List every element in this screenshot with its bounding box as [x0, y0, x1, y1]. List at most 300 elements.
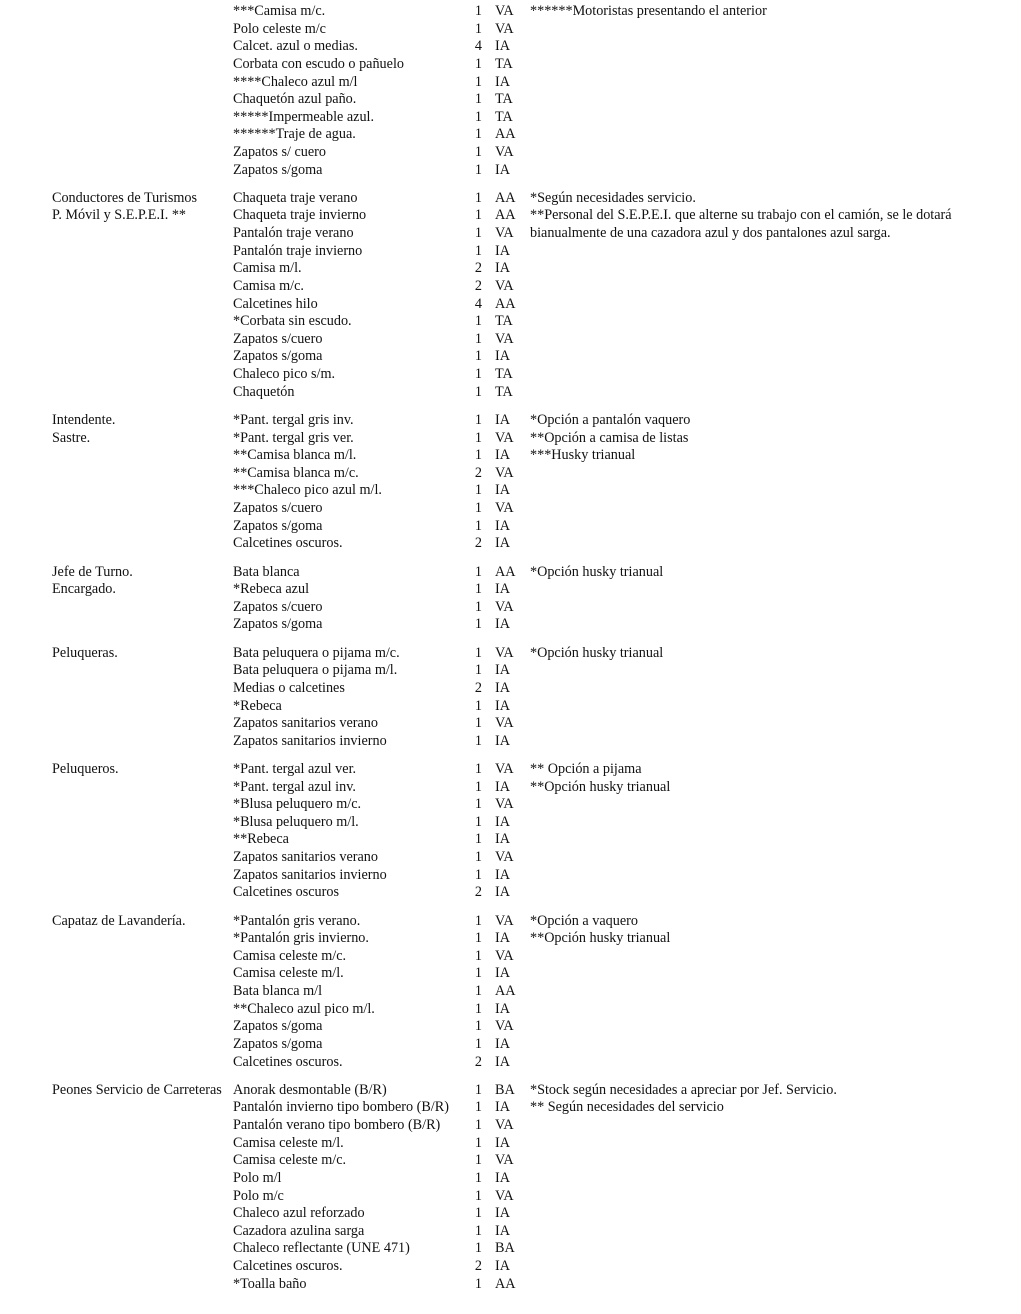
item-quantity: 1: [474, 715, 482, 732]
role-label: Peones Servicio de Carreteras: [52, 1081, 222, 1098]
item-name: Chaleco pico s/m.: [233, 366, 336, 383]
item-quantity: 1: [474, 598, 482, 615]
table-row: [0, 3, 1021, 21]
item-name: Camisa celeste m/c.: [233, 1152, 347, 1169]
item-name: Bata peluquera o pijama m/l.: [233, 662, 398, 679]
item-quantity: 1: [474, 500, 482, 517]
table-row: [0, 1117, 1021, 1135]
item-quantity: 4: [474, 38, 482, 55]
item-name: Camisa celeste m/l.: [233, 1134, 344, 1151]
item-quantity: 1: [474, 1205, 482, 1222]
item-quantity: 1: [474, 225, 482, 242]
item-quantity: 1: [474, 778, 482, 795]
item-code: IA: [495, 831, 510, 848]
table-row: [0, 21, 1021, 39]
table-row: [0, 965, 1021, 983]
table-row: [0, 733, 1021, 751]
item-name: Pantalón invierno tipo bombero (B/R): [233, 1099, 449, 1116]
item-name: Zapatos s/cuero: [233, 598, 323, 615]
staff-group: [0, 412, 1021, 553]
item-quantity: 1: [474, 73, 482, 90]
item-name: ***Camisa m/c.: [233, 3, 326, 19]
item-name: Polo celeste m/c: [233, 20, 326, 37]
group-note: ***Husky trianual: [530, 447, 636, 464]
item-code: IA: [495, 1035, 510, 1052]
table-row: [0, 225, 1021, 243]
item-code: IA: [495, 813, 510, 830]
table-row: [0, 1276, 1021, 1294]
item-name: Cazadora azulina sarga: [233, 1222, 365, 1239]
role-label: Jefe de Turno.: [52, 563, 133, 580]
table-row: [0, 162, 1021, 180]
item-quantity: 1: [474, 760, 482, 777]
table-row: [0, 564, 1021, 582]
item-code: VA: [495, 849, 514, 866]
item-quantity: 1: [474, 930, 482, 947]
item-quantity: 4: [474, 295, 482, 312]
item-quantity: 1: [474, 1018, 482, 1035]
table-row: [0, 207, 1021, 225]
table-row: [0, 91, 1021, 109]
item-code: IA: [495, 697, 510, 714]
item-code: TA: [495, 91, 513, 108]
item-code: IA: [495, 866, 510, 883]
item-code: VA: [495, 330, 514, 347]
role-label: P. Móvil y S.E.P.E.I. **: [52, 207, 187, 224]
item-name: *Rebeca azul: [233, 581, 310, 598]
group-note: bianualmente de una cazadora azul y dos pantalones azul sarga.: [530, 225, 891, 242]
item-quantity: 1: [474, 1169, 482, 1186]
item-name: Chaquetón azul paño.: [233, 91, 357, 108]
item-quantity: 2: [474, 1258, 482, 1275]
item-quantity: 1: [474, 482, 482, 499]
item-code: VA: [495, 464, 514, 481]
item-quantity: 1: [474, 348, 482, 365]
item-quantity: 1: [474, 1000, 482, 1017]
item-quantity: 1: [474, 330, 482, 347]
table-row: [0, 1170, 1021, 1188]
table-row: [0, 645, 1021, 663]
item-name: Camisa m/l.: [233, 260, 302, 277]
item-quantity: 1: [474, 796, 482, 813]
item-quantity: 1: [474, 1134, 482, 1151]
item-code: BA: [495, 1240, 515, 1257]
item-code: IA: [495, 662, 510, 679]
item-quantity: 1: [474, 517, 482, 534]
item-name: *Blusa peluquero m/l.: [233, 813, 359, 830]
table-row: [0, 884, 1021, 902]
item-name: Chaqueta traje invierno: [233, 207, 367, 224]
table-row: [0, 761, 1021, 779]
item-code: VA: [495, 1187, 514, 1204]
item-code: IA: [495, 242, 510, 259]
item-quantity: 1: [474, 581, 482, 598]
table-row: [0, 930, 1021, 948]
item-quantity: 1: [474, 1035, 482, 1052]
table-row: [0, 581, 1021, 599]
group-note: **Opción husky trianual: [530, 778, 671, 795]
item-code: VA: [495, 912, 514, 929]
table-row: [0, 260, 1021, 278]
item-quantity: 1: [474, 1099, 482, 1116]
item-name: Camisa celeste m/c.: [233, 947, 347, 964]
table-row: [0, 109, 1021, 127]
item-name: Calcet. azul o medias.: [233, 38, 358, 55]
table-row: [0, 1018, 1021, 1036]
item-code: IA: [495, 1258, 510, 1275]
item-code: IA: [495, 1169, 510, 1186]
staff-group: [0, 190, 1021, 402]
role-label: Encargado.: [52, 581, 116, 598]
item-quantity: 1: [474, 20, 482, 37]
item-quantity: 1: [474, 189, 482, 206]
table-row: [0, 796, 1021, 814]
item-name: *Pantalón gris verano.: [233, 912, 361, 929]
item-name: *Pant. tergal gris ver.: [233, 429, 354, 446]
item-name: Bata peluquera o pijama m/c.: [233, 644, 400, 661]
item-name: Zapatos s/goma: [233, 1035, 323, 1052]
item-code: IA: [495, 38, 510, 55]
item-quantity: 1: [474, 313, 482, 330]
item-code: VA: [495, 947, 514, 964]
item-code: IA: [495, 616, 510, 633]
item-quantity: 2: [474, 884, 482, 901]
table-row: [0, 430, 1021, 448]
item-code: IA: [495, 411, 510, 428]
role-label: Peluqueras.: [52, 644, 118, 661]
item-name: Calcetines oscuros.: [233, 1258, 343, 1275]
table-row: [0, 38, 1021, 56]
item-quantity: 2: [474, 535, 482, 552]
item-quantity: 1: [474, 983, 482, 1000]
item-code: IA: [495, 679, 510, 696]
uniform-allocation-table: [0, 3, 1021, 1304]
table-row: [0, 56, 1021, 74]
item-code: AA: [495, 563, 516, 580]
table-row: [0, 1036, 1021, 1054]
table-row: [0, 1205, 1021, 1223]
item-name: *Blusa peluquero m/c.: [233, 796, 362, 813]
table-row: [0, 616, 1021, 634]
item-code: VA: [495, 500, 514, 517]
group-note: ** Según necesidades del servicio: [530, 1099, 724, 1116]
table-row: [0, 126, 1021, 144]
item-code: IA: [495, 1000, 510, 1017]
item-quantity: 1: [474, 1117, 482, 1134]
item-quantity: 1: [474, 108, 482, 125]
item-name: Zapatos s/cuero: [233, 330, 323, 347]
item-quantity: 1: [474, 366, 482, 383]
item-name: Zapatos s/goma: [233, 1018, 323, 1035]
item-code: IA: [495, 1222, 510, 1239]
group-note: **Personal del S.E.P.E.I. que alterne su trabajo con el camión, se le dotará: [530, 207, 952, 224]
item-name: *Pant. tergal azul ver.: [233, 760, 357, 777]
item-code: TA: [495, 366, 513, 383]
staff-group: [0, 564, 1021, 635]
item-code: IA: [495, 260, 510, 277]
table-row: [0, 599, 1021, 617]
item-name: *Pant. tergal gris inv.: [233, 411, 354, 428]
item-code: VA: [495, 796, 514, 813]
table-row: [0, 366, 1021, 384]
table-row: [0, 1258, 1021, 1276]
item-code: VA: [495, 1152, 514, 1169]
item-code: VA: [495, 644, 514, 661]
item-name: *Pant. tergal azul inv.: [233, 778, 356, 795]
item-quantity: 1: [474, 207, 482, 224]
item-code: IA: [495, 517, 510, 534]
item-code: AA: [495, 126, 516, 143]
item-code: IA: [495, 1134, 510, 1151]
table-row: [0, 1152, 1021, 1170]
item-code: TA: [495, 108, 513, 125]
table-row: [0, 412, 1021, 430]
table-row: [0, 278, 1021, 296]
item-code: TA: [495, 383, 513, 400]
item-code: VA: [495, 3, 514, 19]
item-code: IA: [495, 1099, 510, 1116]
table-row: [0, 74, 1021, 92]
item-name: Zapatos sanitarios verano: [233, 849, 378, 866]
table-row: [0, 867, 1021, 885]
table-row: [0, 1001, 1021, 1019]
table-row: [0, 1223, 1021, 1241]
item-name: *****Impermeable azul.: [233, 108, 375, 125]
table-row: [0, 190, 1021, 208]
table-row: [0, 913, 1021, 931]
table-row: [0, 715, 1021, 733]
table-row: [0, 296, 1021, 314]
group-note: *Opción husky trianual: [530, 644, 664, 661]
item-quantity: 1: [474, 1081, 482, 1098]
table-row: [0, 447, 1021, 465]
item-code: VA: [495, 715, 514, 732]
item-quantity: 1: [474, 144, 482, 160]
group-note: **Opción a camisa de listas: [530, 429, 689, 446]
item-name: Bata blanca: [233, 563, 300, 580]
table-row: [0, 243, 1021, 261]
item-code: IA: [495, 778, 510, 795]
item-quantity: 1: [474, 1222, 482, 1239]
item-name: *Pantalón gris invierno.: [233, 930, 369, 947]
item-name: Calcetines oscuros.: [233, 1053, 343, 1070]
item-quantity: 1: [474, 831, 482, 848]
item-code: VA: [495, 429, 514, 446]
role-label: Peluqueros.: [52, 760, 119, 777]
item-name: Calcetines oscuros: [233, 884, 339, 901]
item-quantity: 2: [474, 1053, 482, 1070]
item-name: **Camisa blanca m/c.: [233, 464, 359, 481]
table-row: [0, 144, 1021, 162]
item-name: *Toalla baño: [233, 1275, 307, 1292]
table-row: [0, 384, 1021, 402]
item-name: Chaleco azul reforzado: [233, 1205, 365, 1222]
item-name: Polo m/c: [233, 1187, 284, 1204]
item-quantity: 2: [474, 260, 482, 277]
table-row: [0, 849, 1021, 867]
table-row: [0, 698, 1021, 716]
item-quantity: 1: [474, 732, 482, 749]
item-name: Zapatos sanitarios invierno: [233, 732, 387, 749]
item-code: IA: [495, 482, 510, 499]
item-name: Zapatos s/goma: [233, 616, 323, 633]
item-code: VA: [495, 760, 514, 777]
item-name: Zapatos s/goma: [233, 161, 323, 178]
role-label: Intendente.: [52, 411, 116, 428]
table-row: [0, 535, 1021, 553]
item-code: AA: [495, 207, 516, 224]
item-code: BA: [495, 1081, 515, 1098]
item-quantity: 1: [474, 947, 482, 964]
group-note: *Opción husky trianual: [530, 563, 664, 580]
item-quantity: 1: [474, 849, 482, 866]
item-name: Camisa celeste m/l.: [233, 965, 344, 982]
group-note: *Opción a vaquero: [530, 912, 638, 929]
item-code: VA: [495, 144, 514, 160]
item-quantity: 1: [474, 161, 482, 178]
item-code: AA: [495, 295, 516, 312]
table-row: [0, 948, 1021, 966]
item-name: *Rebeca: [233, 697, 282, 714]
staff-group: [0, 913, 1021, 1072]
item-code: VA: [495, 1018, 514, 1035]
item-quantity: 1: [474, 126, 482, 143]
item-name: Polo m/l: [233, 1169, 282, 1186]
item-code: VA: [495, 20, 514, 37]
item-quantity: 1: [474, 242, 482, 259]
item-quantity: 1: [474, 866, 482, 883]
table-row: [0, 662, 1021, 680]
item-code: IA: [495, 535, 510, 552]
item-name: ***Chaleco pico azul m/l.: [233, 482, 382, 499]
item-name: Bata blanca m/l: [233, 983, 323, 1000]
staff-group: [0, 645, 1021, 751]
item-name: ******Traje de agua.: [233, 126, 356, 143]
item-name: Pantalón traje verano: [233, 225, 354, 242]
item-quantity: 1: [474, 662, 482, 679]
item-quantity: 1: [474, 55, 482, 72]
item-code: IA: [495, 1053, 510, 1070]
table-row: [0, 331, 1021, 349]
item-code: IA: [495, 732, 510, 749]
group-note: **Opción husky trianual: [530, 930, 671, 947]
item-name: Anorak desmontable (B/R): [233, 1081, 387, 1098]
item-code: IA: [495, 884, 510, 901]
role-label: Capataz de Lavandería.: [52, 912, 186, 929]
item-quantity: 1: [474, 429, 482, 446]
table-row: [0, 500, 1021, 518]
item-code: VA: [495, 598, 514, 615]
item-quantity: 1: [474, 912, 482, 929]
item-quantity: 1: [474, 1187, 482, 1204]
item-name: *Corbata sin escudo.: [233, 313, 352, 330]
group-note: ** Opción a pijama: [530, 760, 642, 777]
item-quantity: 2: [474, 277, 482, 294]
staff-group: [0, 3, 1021, 179]
item-quantity: 1: [474, 1275, 482, 1292]
item-name: Zapatos s/cuero: [233, 500, 323, 517]
table-row: [0, 779, 1021, 797]
item-code: VA: [495, 277, 514, 294]
item-name: Calcetines hilo: [233, 295, 318, 312]
table-row: [0, 680, 1021, 698]
item-name: Zapatos sanitarios invierno: [233, 866, 387, 883]
item-name: **Camisa blanca m/l.: [233, 447, 357, 464]
table-row: [0, 1099, 1021, 1117]
item-code: TA: [495, 313, 513, 330]
table-row: [0, 814, 1021, 832]
item-code: IA: [495, 447, 510, 464]
group-note: *Opción a pantalón vaquero: [530, 411, 691, 428]
item-code: IA: [495, 581, 510, 598]
item-code: IA: [495, 1205, 510, 1222]
item-quantity: 1: [474, 697, 482, 714]
table-row: [0, 831, 1021, 849]
item-code: AA: [495, 983, 516, 1000]
item-name: ****Chaleco azul m/l: [233, 73, 358, 90]
item-quantity: 1: [474, 616, 482, 633]
item-quantity: 1: [474, 563, 482, 580]
item-name: Calcetines oscuros.: [233, 535, 343, 552]
item-name: Zapatos s/goma: [233, 348, 323, 365]
table-row: [0, 313, 1021, 331]
item-quantity: 1: [474, 447, 482, 464]
item-code: IA: [495, 965, 510, 982]
table-row: [0, 518, 1021, 536]
group-note: *Según necesidades servicio.: [530, 189, 696, 206]
item-code: AA: [495, 1275, 516, 1292]
item-name: Corbata con escudo o pañuelo: [233, 55, 404, 72]
item-code: VA: [495, 1117, 514, 1134]
item-quantity: 1: [474, 1240, 482, 1257]
item-code: IA: [495, 930, 510, 947]
item-quantity: 2: [474, 464, 482, 481]
item-quantity: 2: [474, 679, 482, 696]
table-row: [0, 983, 1021, 1001]
table-row: [0, 482, 1021, 500]
item-name: **Chaleco azul pico m/l.: [233, 1000, 375, 1017]
table-row: [0, 1082, 1021, 1100]
item-quantity: 1: [474, 3, 482, 19]
table-row: [0, 1135, 1021, 1153]
group-note: *Stock según necesidades a apreciar por Jef. Servicio.: [530, 1081, 837, 1098]
item-code: IA: [495, 348, 510, 365]
table-row: [0, 1054, 1021, 1072]
staff-group: [0, 1082, 1021, 1294]
item-quantity: 1: [474, 644, 482, 661]
table-row: [0, 1240, 1021, 1258]
item-name: Chaleco reflectante (UNE 471): [233, 1240, 410, 1257]
item-name: Pantalón verano tipo bombero (B/R): [233, 1117, 441, 1134]
group-note: ******Motoristas presentando el anterior: [530, 3, 767, 19]
role-label: Sastre.: [52, 429, 91, 446]
table-row: [0, 348, 1021, 366]
item-name: **Rebeca: [233, 831, 289, 848]
role-label: Conductores de Turismos: [52, 189, 198, 206]
item-code: IA: [495, 73, 510, 90]
item-name: Zapatos sanitarios verano: [233, 715, 378, 732]
item-code: IA: [495, 161, 510, 178]
table-row: [0, 1188, 1021, 1206]
item-name: Chaquetón: [233, 383, 295, 400]
item-name: Zapatos s/goma: [233, 517, 323, 534]
item-name: Zapatos s/ cuero: [233, 144, 326, 160]
item-quantity: 1: [474, 91, 482, 108]
item-quantity: 1: [474, 1152, 482, 1169]
item-quantity: 1: [474, 383, 482, 400]
item-code: VA: [495, 225, 514, 242]
item-name: Medias o calcetines: [233, 679, 345, 696]
